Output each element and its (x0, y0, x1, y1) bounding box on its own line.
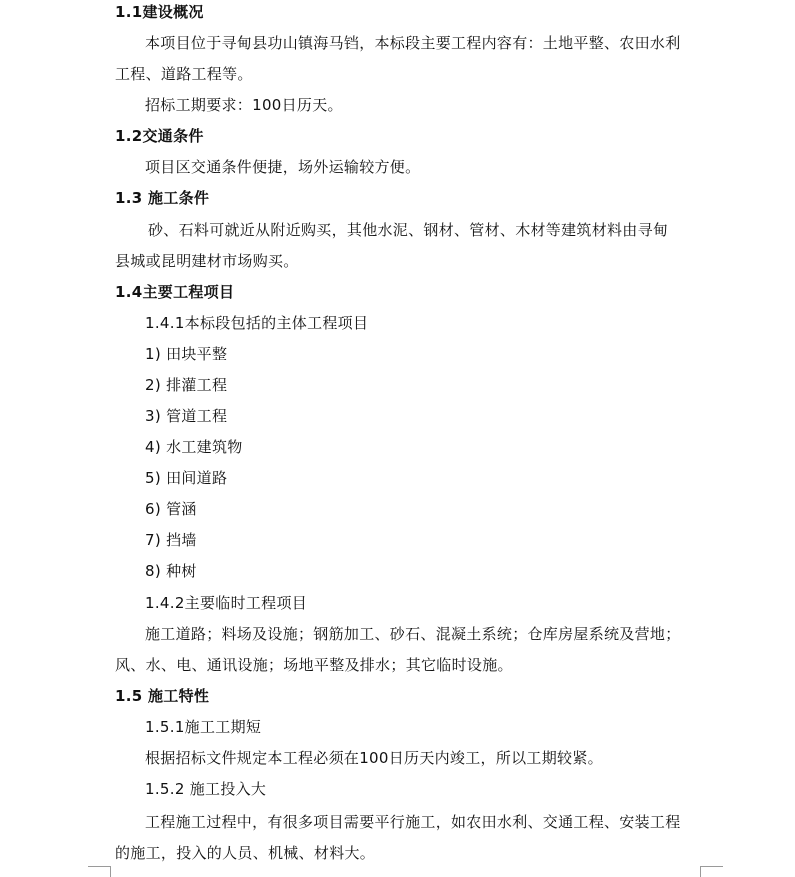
list-item: 2) 排灌工程 (145, 376, 228, 394)
paragraph-line: 项目区交通条件便捷，场外运输较方便。 (145, 158, 421, 176)
paragraph-line: 根据招标文件规定本工程必须在100日历天内竣工，所以工期较紧。 (145, 749, 603, 767)
subsection-title-1-5-2: 1.5.2 施工投入大 (145, 780, 267, 798)
list-item: 1) 田块平整 (145, 345, 228, 363)
list-item: 3) 管道工程 (145, 407, 228, 425)
list-item: 6) 管涵 (145, 500, 197, 518)
margin-corner-mark-left (88, 866, 111, 877)
paragraph-line: 县城或昆明建材市场购买。 (115, 252, 299, 270)
list-item: 4) 水工建筑物 (145, 438, 243, 456)
paragraph-line: 招标工期要求：100日历天。 (145, 96, 343, 114)
paragraph-line: 工程、道路工程等。 (115, 65, 253, 83)
paragraph-line: 本项目位于寻甸县功山镇海马铛，本标段主要工程内容有：土地平整、农田水利 (145, 34, 681, 52)
list-item: 8) 种树 (145, 562, 197, 580)
subsection-title-1-4-2: 1.4.2主要临时工程项目 (145, 594, 308, 612)
list-item: 7) 挡墙 (145, 531, 197, 549)
paragraph-line: 的施工，投入的人员、机械、材料大。 (115, 844, 376, 862)
section-heading-1-2: 1.2交通条件 (115, 127, 204, 145)
subsection-title-1-5-1: 1.5.1施工工期短 (145, 718, 262, 736)
section-heading-1-3: 1.3 施工条件 (115, 189, 210, 207)
section-heading-1-5: 1.5 施工特性 (115, 687, 210, 705)
section-heading-1-4: 1.4主要工程项目 (115, 283, 235, 301)
paragraph-line: 风、水、电、通讯设施；场地平整及排水；其它临时设施。 (115, 656, 513, 674)
list-item: 5) 田间道路 (145, 469, 228, 487)
paragraph-line: 砂、石料可就近从附近购买，其他水泥、钢材、管材、木材等建筑材料由寻甸 (148, 221, 669, 239)
section-heading-1-1: 1.1建设概况 (115, 3, 204, 21)
paragraph-line: 工程施工过程中，有很多项目需要平行施工，如农田水利、交通工程、安装工程 (145, 813, 681, 831)
margin-corner-mark-right (700, 866, 723, 877)
subsection-title-1-4-1: 1.4.1本标段包括的主体工程项目 (145, 314, 369, 332)
paragraph-line: 施工道路；料场及设施；钢筋加工、砂石、混凝土系统；仓库房屋系统及营地； (145, 625, 681, 643)
